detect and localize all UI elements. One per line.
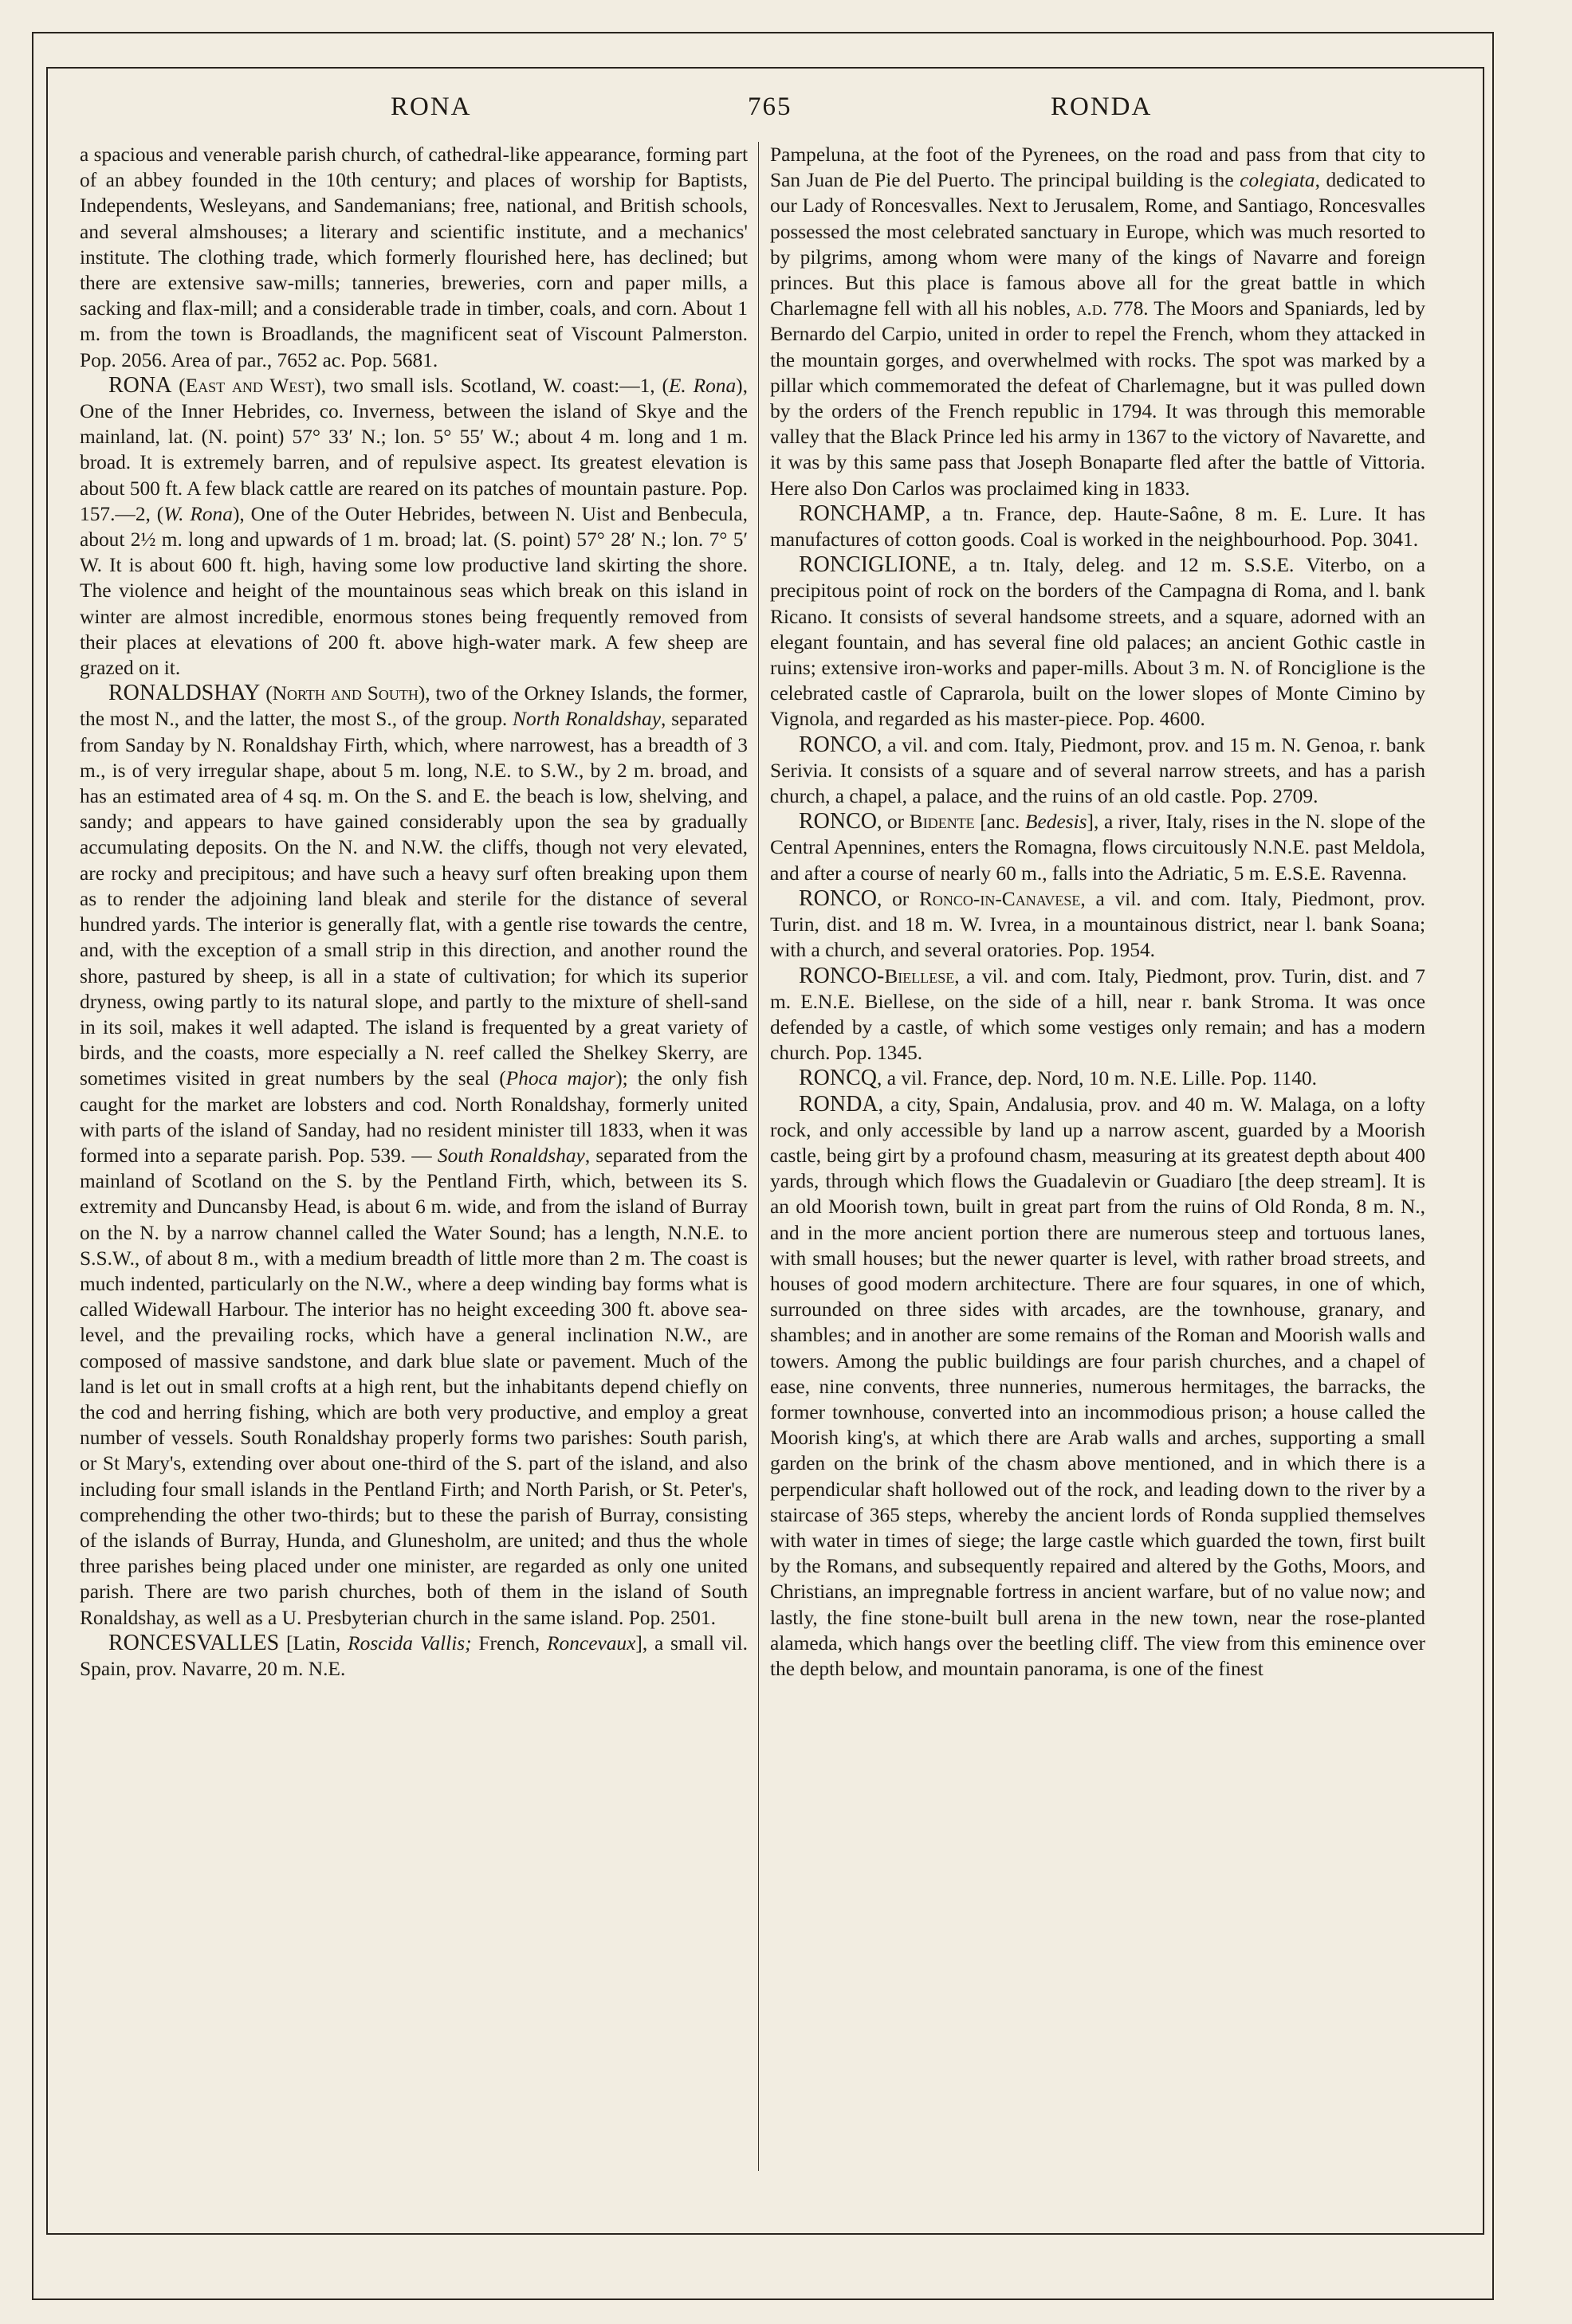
headword-ronda: RONDA bbox=[799, 1091, 878, 1117]
entry-ronco-genoa: RONCO, a vil. and com. Italy, Piedmont, prov. and 15 m. N. Genoa, r. bank Serivia. It consists of a square and of several narrow streets, and has a parish church, a chapel, a palace, and the ruins of an old castle. Pop. 2709. bbox=[770, 732, 1425, 808]
headword-ronaldshay: RONALDSHAY bbox=[108, 681, 261, 706]
entry-roncq: RONCQ, a vil. France, dep. Nord, 10 m. N.E. Lille. Pop. 1140. bbox=[799, 1066, 1317, 1091]
entry-roncesvalles-continued: Pampeluna, at the foot of the Pyrenees, on the road and pass from that city to San Juan de Pie del Puerto. The principal building is the colegiata, dedicated to our Lady of Roncesvalles. Next to Jerusalem, Rome, and Santiago, Roncesvalles possessed the most celebrated sanctuary in Europe, which was much resorted to by pilgrims, among whom were many of the kings of Navarre and foreign princes. But this place is famous above all for the great battle in which Charlemagne fell with all his nobles, a.d. 778. The Moors and Spaniards, led by Bernardo del Carpio, united in order to repel the French, whom they attacked in the mountain gorges, and overwhelmed with rocks. The spot was marked by a pillar which commemorated the defeat of Charlemagne, but it was pulled down by the orders of the French republic in 1794. It was through this memorable valley that the Black Prince led his army in 1367 to the victory of Navarette, and it was by this same pass that Joseph Bonaparte fled after the battle of Vittoria. Here also Don Carlos was proclaimed king in 1833. bbox=[770, 143, 1425, 500]
column-divider bbox=[758, 142, 759, 2171]
headword-ronchamp: RONCHAMP bbox=[799, 501, 926, 526]
entry-ronciglione: RONCIGLIONE, a tn. Italy, deleg. and 12 m. S.S.E. Viterbo, on a precipitous point of rock on the borders of the Campagna di Roma, and l. bank Ricano. It consists of several handsome streets, and a square, adorned with an elegant fountain, and has several fine old palaces; an ancient Gothic castle in ruins; extensive iron-works and paper-mills. About 3 m. N. of Ronciglione is the celebrated castle of Caprarola, built on the lower slopes of Monte Cimino by Vignola, and regarded as his master-piece. Pop. 4600. bbox=[770, 552, 1425, 731]
entry-ronco-bidente: RONCO, or Bidente [anc. Bedesis], a river, Italy, rises in the N. slope of the Central Apennines, enters the Romagna, flows circuitously N.N.E. past Meldola, and after a course of nearly 60 m., falls into the Adriatic, 5 m. E.S.E. Ravenna. bbox=[770, 809, 1425, 885]
page-number: 765 bbox=[748, 92, 792, 121]
headword-ronco: RONCO bbox=[799, 732, 878, 757]
headword-ronciglione: RONCIGLIONE bbox=[799, 552, 952, 578]
headword-roncesvalles: RONCESVALLES bbox=[108, 1630, 280, 1655]
entry-ronaldshay: RONALDSHAY (North and South), two of the Orkney Islands, the former, the most N., and the latter, the most S., of the group. North Ronaldshay, separated from Sanday by N. Ronaldshay Firth, which, where narrowest, has a breadth of 3 m., is of very irregular shape, about 5 m. long, N.E. to S.W., by 2 m. broad, and has an estimated area of 4 sq. m. On the S. and E. the beach is low, shelving, and sandy; and appears to have gained considerably upon the sea by gradually accumulating deposits. On the N. and N.W. the cliffs, though not very elevated, are rocky and precipitous; and have such a heavy surf often breaking upon them as to render the adjoining land bleak and sterile for the distance of several hundred yards. The interior is generally flat, with a gentle rise towards the centre, and, with the exception of a small strip in this direction, and another round the shore, pastured by sheep, is all in a state of cultivation; for which its superior dryness, owing partly to its natural slope, and partly to the mixture of shell-sand in its soil, makes it well adapted. The island is frequented by a great variety of birds, and the coasts, more especially a N. reef called the Shelkey Skerry, are sometimes visited in great numbers by the seal (Phoca major); the only fish caught for the market are lobsters and cod. North Ronaldshay, formerly united with parts of the island of Sanday, had no resident minister till 1833, when it was formed into a separate parish. Pop. 539. — South Ronaldshay, separated from the mainland of Scotland on the S. by the Pentland Firth, which, between its S. extremity and Duncansby Head, is about 6 m. wide, and from the island of Burray on the N. by a narrow channel called the Water Sound; has a length, N.N.E. to S.S.W., of about 8 m., with a medium breadth of little more than 2 m. The coast is much indented, particularly on the N.W., where a deep winding bay forms what is called Widewall Harbour. The interior has no height exceeding 300 ft. above sea-level, and the prevailing rocks, which have a general inclination N.W., are composed of massive sandstone, and dark blue slate or pavement. Much of the land is let out in small crofts at a high rent, but the inhabitants depend chiefly on the cod and herring fishing, which are both very productive, and employ a great number of vessels. South Ronaldshay properly forms two parishes: South parish, or St Mary's, extending over about one-third of the S. part of the island, and also including four small islands in the Pentland Firth; and North Parish, or St. Peter's, comprehending the other two-thirds; but to these the parish of Burray, consisting of the islands of Burray, Hunda, and Glunesholm, are united; and thus the whole three parishes being placed under one minister, are regarded as only one united parish. There are two parish churches, both of them in the island of South Ronaldshay, as well as a U. Presbyterian church in the same island. Pop. 2501. bbox=[80, 681, 748, 1629]
headword-ronco-biellese: RONCO- bbox=[799, 963, 885, 988]
entry-ronchamp: RONCHAMP, a tn. France, dep. Haute-Saône, 8 m. E. Lure. It has manufactures of cotton goods. Coal is worked in the neighbourhood. Pop. 3041. bbox=[770, 501, 1425, 552]
entry-roncesvalles: RONCESVALLES [Latin, Roscida Vallis; French, Roncevaux], a small vil. Spain, prov. Navarre, 20 m. N.E. bbox=[80, 1630, 748, 1680]
headword-ronco: RONCO bbox=[799, 809, 878, 834]
entry-ronco-biellese: RONCO-Biellese, a vil. and com. Italy, Piedmont, prov. Turin, dist. and 7 m. E.N.E. Biellese, on the side of a hill, near r. bank Stroma. It was once defended by a castle, of which some vestiges only remain; and has a modern church. Pop. 1345. bbox=[770, 963, 1425, 1065]
right-column bbox=[770, 142, 1425, 2171]
header-right-word: RONDA bbox=[1051, 92, 1153, 121]
entry-ronda: RONDA, a city, Spain, Andalusia, prov. and 40 m. W. Malaga, on a lofty rock, and only accessible by land up a narrow ascent, guarded by a Moorish castle, being girt by a profound chasm, measuring at its greatest depth about 400 yards, through which flows the Guadalevin or Guadiaro [the deep stream]. It is an old Moorish town, built in great part from the ruins of Old Ronda, 8 m. N., and in the more ancient portion there are numerous steep and tortuous lanes, with small houses; but the newer quarter is level, with rather broad streets, and houses of good modern architecture. There are four squares, in one of which, surrounded on three sides with arcades, are the townhouse, granary, and shambles; and in another are some remains of the Roman and Moorish walls and towers. Among the public buildings are four parish churches, and a chapel of ease, nine convents, three nunneries, numerous hermitages, the barracks, the former townhouse, converted into an incommodious prison; a house called the Moorish king's, at which there are Arab walls and arches, supporting a small garden on the brink of the chasm above mentioned, and in which there is a perpendicular shaft hollowed out of the rock, and leading down to the river by a staircase of 365 steps, whereby the ancient lords of Ronda supplied themselves with water in times of siege; the large castle which guarded the town, first built by the Romans, and subsequently repaired and altered by the Goths, Moors, and Christians, an impregnable fortress in ancient warfare, but of no value now; and lastly, the fine stone-built bull arena in the new town, near the rose-planted alameda, which hangs over the beetling cliff. The view from this eminence over the depth below, and mountain panorama, is one of the finest bbox=[770, 1091, 1425, 1680]
entry-rona: RONA (East and West), two small isls. Scotland, W. coast:—1, (E. Rona), One of the Inner Hebrides, co. Inverness, between the island of Skye and the mainland, lat. (N. point) 57° 33′ N.; lon. 5° 55′ W.; about 4 m. long and 1 m. broad. It is extremely barren, and of repulsive aspect. Its greatest elevation is about 500 ft. A few black cattle are reared on its patches of mountain pasture. Pop. 157.—2, (W. Rona), One of the Outer Hebrides, between N. Uist and Benbecula, about 2½ m. long and upwards of 1 m. broad; lat. (S. point) 57° 28′ N.; lon. 7° 5′ W. It is about 600 ft. high, having some low productive land skirting the shore. The violence and height of the mountainous seas which break on this island in winter are almost incredible, enormous stones being frequently removed from their places at elevations of 200 ft. above high-water mark. A few sheep are grazed on it. bbox=[80, 372, 748, 680]
entry-ronco-canavese: RONCO, or Ronco-in-Canavese, a vil. and com. Italy, Piedmont, prov. Turin, dist. and 18 m. W. Ivrea, in a mountainous district, near l. bank Soana; with a church, and several oratories. Pop. 1954. bbox=[770, 885, 1425, 962]
entry-romsey-continued: a spacious and venerable parish church, of cathedral-like appearance, forming part of an abbey founded in the 10th century; and places of worship for Baptists, Independents, Wesleyans, and Sandemanians; free, national, and British schools, and several almshouses; a literary and scientific institute, and a mechanics' institute. The clothing trade, which formerly flourished here, has declined; but there are extensive saw-mills; tanneries, breweries, corn and paper mills, a sacking and flax-mill; and a considerable trade in timber, coals, and corn. About 1 m. from the town is Broadlands, the magnificent seat of Viscount Palmerston. Pop. 2056. Area of par., 7652 ac. Pop. 5681. bbox=[80, 143, 748, 371]
left-column bbox=[80, 142, 748, 2171]
headword-ronco: RONCO bbox=[799, 885, 878, 911]
header-left-word: RONA bbox=[391, 92, 472, 121]
running-header bbox=[80, 89, 1429, 128]
headword-rona: RONA bbox=[108, 372, 172, 398]
headword-roncq: RONCQ bbox=[799, 1066, 878, 1091]
